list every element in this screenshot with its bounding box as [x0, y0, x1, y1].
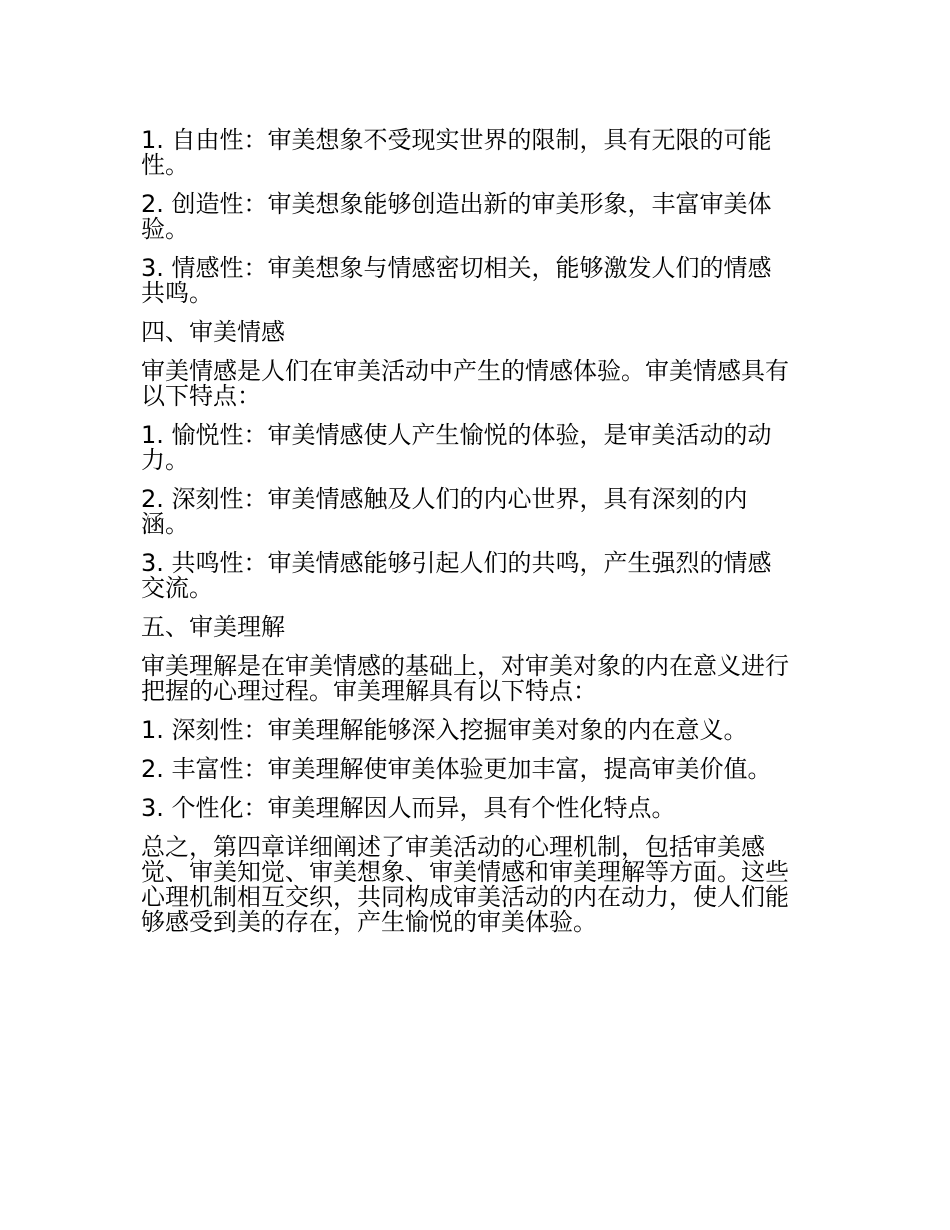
paragraph-conclusion: 总之，第四章详细阐述了审美活动的心理机制，包括审美感 觉、审美知觉、审美想象、审美情感和审美理解等方面。这些 心理机制相互交织，共同构成审美活动的内在动力，使人们能 够感受到美的存在，产生愉悦的审美体验。 — [141, 833, 789, 936]
paragraph-aesthetic-emotion-intro: 审美情感是人们在审美活动中产生的情感体验。审美情感具有 以下特点： — [141, 357, 789, 410]
list-item-understanding-individuality: 3. 个性化：审美理解因人而异，具有个性化特点。 — [141, 794, 676, 822]
list-item-emotion-depth: 2. 深刻性：审美情感触及人们的内心世界，具有深刻的内 涵。 — [141, 485, 748, 538]
paragraph-aesthetic-understanding-intro: 审美理解是在审美情感的基础上，对审美对象的内在意义进行 把握的心理过程。审美理解具有以下特点： — [141, 652, 789, 705]
list-item-imagination-freedom: 1. 自由性：审美想象不受现实世界的限制，具有无限的可能 性。 — [141, 126, 772, 179]
list-item-imagination-creativity: 2. 创造性：审美想象能够创造出新的审美形象，丰富审美体 验。 — [141, 190, 772, 243]
list-item-emotion-pleasure: 1. 愉悦性：审美情感使人产生愉悦的体验，是审美活动的动 力。 — [141, 421, 772, 474]
list-item-understanding-depth: 1. 深刻性：审美理解能够深入挖掘审美对象的内在意义。 — [141, 716, 748, 744]
section-heading-aesthetic-understanding: 五、审美理解 — [141, 613, 285, 641]
list-item-emotion-resonance: 3. 共鸣性：审美情感能够引起人们的共鸣，产生强烈的情感 交流。 — [141, 549, 772, 602]
section-heading-aesthetic-emotion: 四、审美情感 — [141, 318, 285, 346]
document-body — [141, 128, 813, 949]
list-item-imagination-emotion: 3. 情感性：审美想象与情感密切相关，能够激发人们的情感 共鸣。 — [141, 254, 772, 307]
list-item-understanding-richness: 2. 丰富性：审美理解使审美体验更加丰富，提高审美价值。 — [141, 755, 772, 783]
